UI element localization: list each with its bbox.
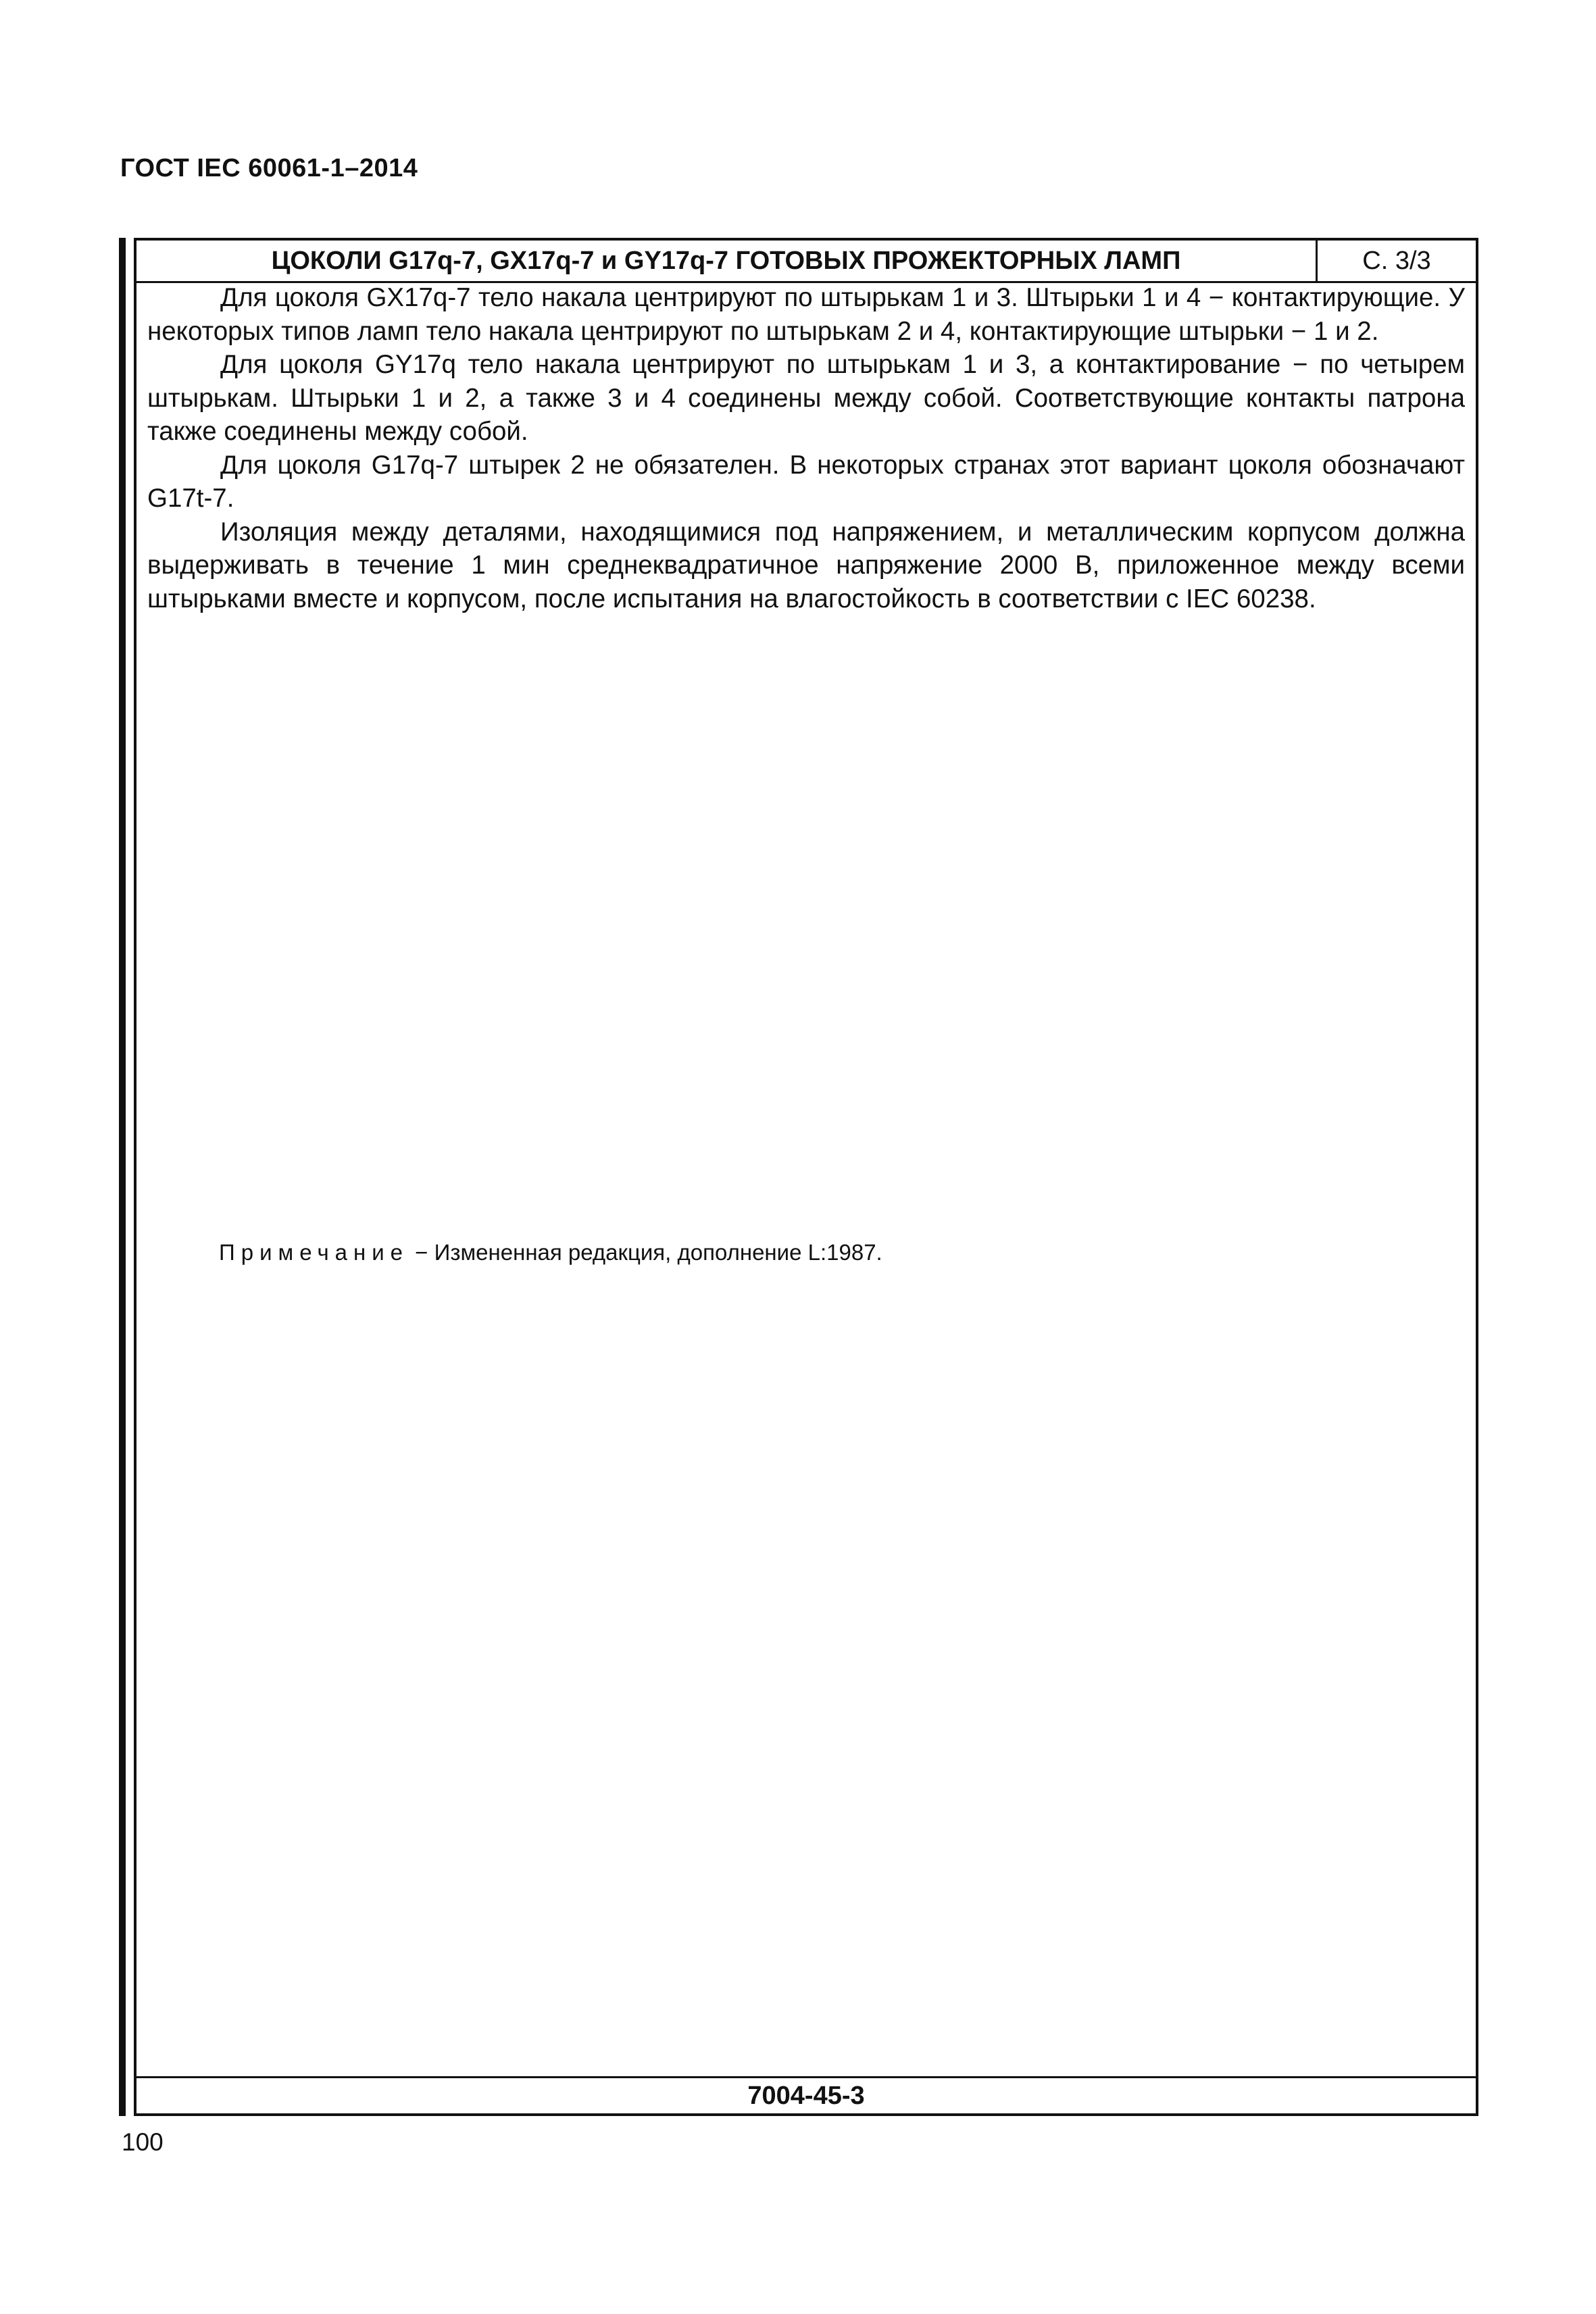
paragraph-g17q: Для цоколя G17q-7 штырек 2 не обязателен. В некоторых странах этот вариант цоколя обозначают G17t-7.: [147, 450, 1465, 513]
sheet-title-row: [136, 241, 1476, 283]
sheet-note: [219, 1239, 882, 1266]
sheet-footer-row: [136, 2076, 1476, 2113]
sheet-title: ЦОКОЛИ G17q-7, GX17q-7 и GY17q-7 ГОТОВЫХ ПРОЖЕКТОРНЫХ ЛАМП: [136, 241, 1318, 281]
note-text: − Измененная редакция, дополнение L:1987.: [409, 1240, 882, 1265]
left-frame-bar: [119, 238, 126, 2116]
paragraph-insulation: Изоляция между деталями, находящимися под напряжением, и металлическим корпусом должна выдерживать в течение 1 мин среднеквадратичное напряжение 2000 В, приложенное между всеми штырьками вместе и корпусом, после испытания на влагостойкость в соответствии с IEC 60238.: [147, 517, 1465, 613]
document-header: ГОСТ IEC 60061-1–2014: [120, 154, 418, 182]
paragraph-gy17q: Для цоколя GY17q тело накала центрируют по штырькам 1 и 3, а контактирование − по четырем штырькам. Штырьки 1 и 2, а также 3 и 4 соединены между собой. Соответствующие контакты патрона также соединены между собой.: [147, 350, 1465, 446]
sheet-body: [147, 281, 1465, 615]
sheet-code: 7004-45-3: [747, 2082, 865, 2110]
standard-sheet: [134, 238, 1478, 2116]
page-number: 100: [122, 2128, 164, 2156]
note-label: Примечание: [219, 1240, 409, 1265]
paragraph-gx17q: Для цоколя GX17q-7 тело накала центрируют по штырькам 1 и 3. Штырьки 1 и 4 − контактирующие. У некоторых типов ламп тело накала центрируют по штырькам 2 и 4, контактирующие штырьки − 1 и 2.: [147, 283, 1465, 346]
sheet-page-ref: С. 3/3: [1362, 247, 1431, 275]
